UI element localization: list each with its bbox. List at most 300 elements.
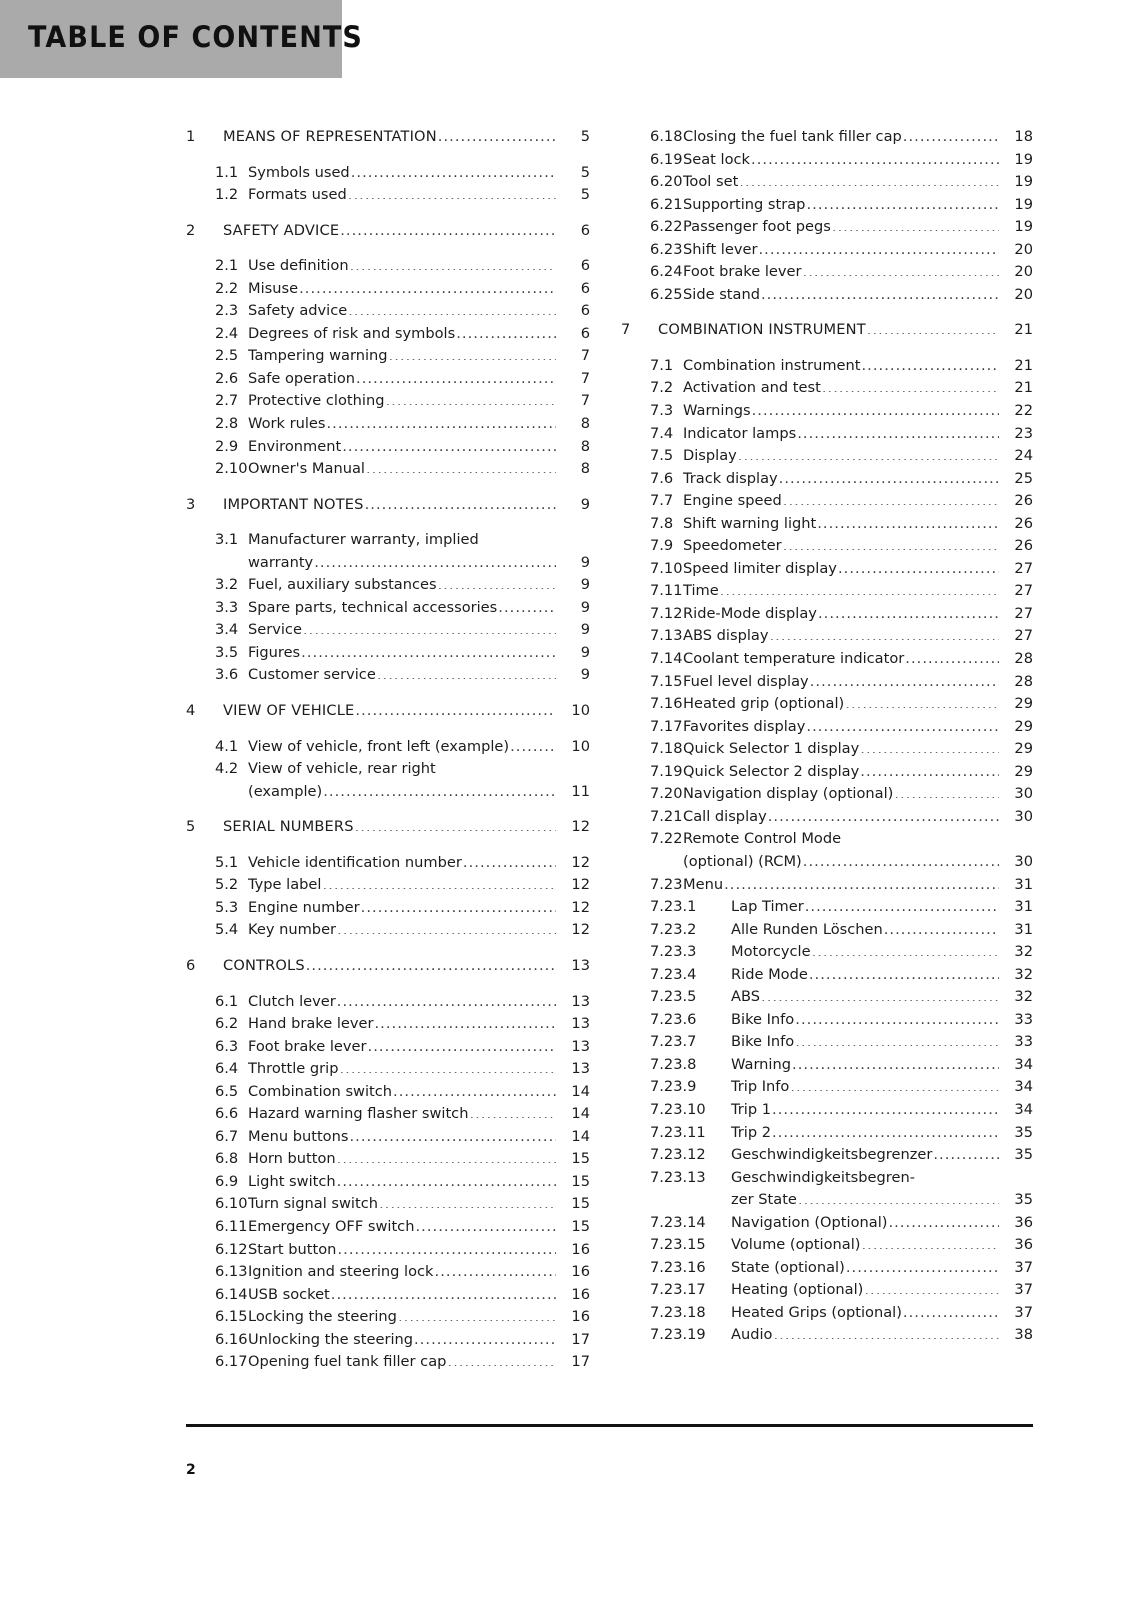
toc-entry[interactable] (186, 255, 590, 278)
toc-leader-dots (415, 1216, 556, 1231)
toc-entry[interactable] (186, 1148, 590, 1171)
toc-entry-title: Foot brake lever (683, 263, 802, 281)
toc-leader-dots (810, 671, 999, 686)
toc-entry[interactable] (186, 919, 590, 942)
toc-leader-dots (393, 1081, 556, 1096)
toc-title-wrap (683, 126, 999, 149)
toc-entry-title: Hazard warning flasher switch (248, 1105, 469, 1123)
toc-title-wrap (709, 941, 999, 964)
toc-entry[interactable] (621, 761, 1033, 784)
toc-entry[interactable] (621, 171, 1033, 194)
toc-title-wrap (683, 261, 999, 284)
toc-entry[interactable] (186, 1103, 590, 1126)
toc-entry[interactable] (621, 1031, 1033, 1054)
toc-entry-number: 2 (186, 221, 196, 239)
toc-entry-line (621, 1167, 1033, 1190)
toc-entry-number: 1.2 (215, 186, 239, 204)
toc-entry-number: 2.1 (215, 257, 239, 275)
toc-entry-number: 6 (186, 956, 196, 974)
toc-leader-dots (301, 642, 556, 657)
toc-page-number: 10 (571, 702, 590, 720)
toc-entry[interactable] (186, 897, 590, 920)
toc-entry-title: ABS (731, 988, 761, 1006)
toc-entry[interactable] (186, 436, 590, 459)
toc-entry[interactable] (186, 955, 590, 978)
toc-entry-number: 7.23.17 (650, 1281, 706, 1299)
toc-entry-title: Ride Mode (731, 965, 808, 983)
toc-entry[interactable] (186, 1171, 590, 1194)
toc-leader-dots (884, 919, 999, 934)
toc-entry[interactable] (621, 1144, 1033, 1167)
toc-entry-number: 7.23.13 (650, 1168, 706, 1186)
toc-title-wrap (658, 319, 999, 342)
toc-page-number: 37 (1014, 1303, 1033, 1321)
toc-entry-title: View of vehicle, front left (example) (248, 737, 510, 755)
toc-page-number: 14 (571, 1082, 590, 1100)
toc-title-wrap (248, 1103, 556, 1126)
toc-leader-dots (805, 896, 999, 911)
toc-leader-dots (806, 716, 999, 731)
toc-leader-dots (739, 172, 999, 187)
toc-entry[interactable] (621, 580, 1033, 603)
toc-leader-dots (348, 185, 556, 200)
toc-entry-title: USB socket (248, 1285, 330, 1303)
toc-entry-title: Warnings (683, 402, 751, 420)
toc-title-wrap (683, 693, 999, 716)
toc-page-number: 9 (580, 598, 590, 616)
toc-page-number: 34 (1014, 1078, 1033, 1096)
toc-title-wrap (248, 300, 556, 323)
toc-entry[interactable] (621, 261, 1033, 284)
toc-entry[interactable] (621, 964, 1033, 987)
toc-leader-dots (348, 301, 556, 316)
toc-entry[interactable] (186, 1239, 590, 1262)
toc-title-wrap (248, 1171, 556, 1194)
toc-entry-number: 7.23.19 (650, 1326, 706, 1344)
toc-entry[interactable] (186, 1013, 590, 1036)
toc-entry[interactable] (621, 625, 1033, 648)
toc-leader-dots (894, 784, 999, 799)
toc-entry-title: Work rules (248, 415, 326, 433)
toc-page-number: 6 (580, 279, 590, 297)
toc-page-number: 13 (571, 956, 590, 974)
toc-entry-title: Misuse (248, 279, 299, 297)
toc-entry[interactable] (621, 216, 1033, 239)
toc-entry[interactable] (186, 642, 590, 665)
toc-entry-number: 6.13 (215, 1263, 248, 1281)
toc-entry[interactable] (621, 941, 1033, 964)
toc-entry-number: 3.2 (215, 576, 239, 594)
toc-entry-title: Menu buttons (248, 1127, 349, 1145)
toc-entry-title: CONTROLS (223, 956, 305, 974)
toc-entry[interactable] (186, 574, 590, 597)
toc-entry[interactable] (186, 1261, 590, 1284)
toc-page-number: 7 (580, 369, 590, 387)
toc-entry[interactable] (621, 1167, 1033, 1212)
toc-leader-dots (724, 874, 999, 889)
toc-title-wrap (248, 1036, 556, 1059)
toc-entry-number: 2.6 (215, 369, 239, 387)
toc-entry-title: Time (683, 582, 719, 600)
toc-entry[interactable] (621, 603, 1033, 626)
toc-entry[interactable] (621, 1279, 1033, 1302)
toc-page-number: 25 (1014, 469, 1033, 487)
toc-entry-title: Tampering warning (248, 347, 388, 365)
toc-page-number: 15 (571, 1195, 590, 1213)
toc-entry[interactable] (621, 1324, 1033, 1347)
toc-entry[interactable] (186, 323, 590, 346)
toc-entry-number: 7.23.18 (650, 1303, 706, 1321)
toc-leader-dots (379, 1194, 556, 1209)
toc-entry[interactable] (186, 1126, 590, 1149)
toc-entry[interactable] (186, 1036, 590, 1059)
toc-title-wrap (248, 1239, 556, 1262)
toc-page-number: 11 (571, 782, 590, 800)
toc-entry-number: 7.23.1 (650, 898, 697, 916)
toc-entry-title: Bike Info (731, 1010, 795, 1028)
toc-leader-dots (374, 1013, 556, 1028)
toc-entry[interactable] (621, 1302, 1033, 1325)
toc-entry-number: 4.1 (215, 737, 239, 755)
toc-leader-dots (303, 620, 556, 635)
toc-entry[interactable] (621, 558, 1033, 581)
toc-title-wrap (683, 377, 999, 400)
toc-leader-dots (861, 1235, 999, 1250)
toc-entry[interactable] (186, 494, 590, 517)
toc-entry[interactable] (621, 1257, 1033, 1280)
toc-entry[interactable] (186, 1216, 590, 1239)
toc-entry[interactable] (186, 300, 590, 323)
toc-entry-number: 6.20 (650, 173, 683, 191)
toc-leader-dots (838, 558, 999, 573)
toc-entry[interactable] (621, 239, 1033, 262)
toc-entry[interactable] (186, 278, 590, 301)
toc-entry[interactable] (621, 194, 1033, 217)
toc-page-number: 24 (1014, 447, 1033, 465)
toc-entry-line (621, 828, 1033, 851)
toc-entry[interactable] (621, 490, 1033, 513)
toc-title-wrap (248, 597, 556, 620)
toc-entry-title: Key number (248, 921, 337, 939)
toc-page-number: 6 (580, 221, 590, 239)
toc-entry[interactable] (621, 828, 1033, 873)
toc-entry-line (621, 851, 1033, 874)
toc-entry[interactable] (186, 458, 590, 481)
toc-page-number: 36 (1014, 1236, 1033, 1254)
toc-page-number: 6 (580, 302, 590, 320)
toc-entry[interactable] (621, 1009, 1033, 1032)
toc-leader-dots (463, 852, 556, 867)
toc-entry[interactable] (186, 1351, 590, 1374)
toc-entry-title: Turn signal switch (248, 1195, 378, 1213)
toc-page-number: 28 (1014, 650, 1033, 668)
toc-entry-title: Owner's Manual (248, 460, 365, 478)
toc-entry[interactable] (186, 529, 590, 574)
toc-page-number: 5 (580, 186, 590, 204)
toc-entry[interactable] (621, 149, 1033, 172)
toc-entry-title: Geschwindigkeitsbegren- (731, 1168, 915, 1186)
toc-leader-dots (326, 413, 556, 428)
toc-entry[interactable] (186, 758, 590, 803)
toc-title-wrap (248, 368, 556, 391)
toc-entry-number: 7.12 (650, 604, 683, 622)
toc-entry[interactable] (186, 345, 590, 368)
toc-entry-number: 7.22 (650, 830, 683, 848)
toc-entry-line (621, 1189, 1033, 1212)
toc-title-wrap (248, 574, 556, 597)
toc-entry-number: 6.4 (215, 1060, 239, 1078)
toc-entry[interactable] (186, 1193, 590, 1216)
toc-entry[interactable] (621, 535, 1033, 558)
toc-leader-dots (772, 1099, 999, 1114)
toc-title-wrap (683, 149, 999, 172)
toc-entry[interactable] (186, 597, 590, 620)
toc-entry-title: Side stand (683, 285, 760, 303)
toc-leader-dots (356, 368, 556, 383)
toc-title-wrap (683, 851, 999, 874)
toc-entry-number: 6.7 (215, 1127, 239, 1145)
toc-entry[interactable] (621, 919, 1033, 942)
toc-entry-title: Passenger foot pegs (683, 218, 831, 236)
toc-entry-number: 7.7 (650, 492, 674, 510)
toc-entry-number: 7.23.14 (650, 1213, 706, 1231)
toc-entry-number: 6.5 (215, 1082, 239, 1100)
toc-leader-dots (350, 256, 556, 271)
toc-entry[interactable] (621, 1099, 1033, 1122)
toc-title-wrap (709, 1122, 999, 1145)
toc-entry[interactable] (186, 852, 590, 875)
toc-entry[interactable] (621, 423, 1033, 446)
toc-entry[interactable] (186, 1284, 590, 1307)
toc-entry[interactable] (186, 700, 590, 723)
toc-page-number: 34 (1014, 1100, 1033, 1118)
toc-entry[interactable] (621, 468, 1033, 491)
toc-entry[interactable] (186, 816, 590, 839)
toc-title-wrap (683, 783, 999, 806)
toc-entry[interactable] (621, 445, 1033, 468)
toc-page-number: 15 (571, 1172, 590, 1190)
toc-entry[interactable] (186, 1058, 590, 1081)
toc-entry[interactable] (621, 806, 1033, 829)
toc-leader-dots (398, 1307, 556, 1322)
toc-entry[interactable] (621, 1122, 1033, 1145)
toc-entry[interactable] (621, 284, 1033, 307)
toc-entry[interactable] (621, 671, 1033, 694)
toc-page-number: 19 (1014, 218, 1033, 236)
toc-entry[interactable] (186, 991, 590, 1014)
toc-entry-title: Navigation display (optional) (683, 785, 894, 803)
toc-entry-title: Formats used (248, 186, 347, 204)
toc-entry-title: Ride-Mode display (683, 604, 817, 622)
toc-entry-number: 7.14 (650, 650, 683, 668)
toc-entry[interactable] (186, 874, 590, 897)
toc-page-number: 26 (1014, 514, 1033, 532)
toc-entry-title: Customer service (248, 666, 376, 684)
toc-title-wrap (223, 700, 556, 723)
toc-leader-dots (768, 806, 999, 821)
toc-entry-title: warranty (248, 553, 314, 571)
toc-title-wrap (248, 664, 556, 687)
toc-entry-number: 6.3 (215, 1037, 239, 1055)
toc-entry-title: Fuel level display (683, 672, 809, 690)
toc-leader-dots (761, 284, 999, 299)
toc-page-number: 8 (580, 437, 590, 455)
toc-entry-title: Bike Info (731, 1033, 795, 1051)
toc-leader-dots (758, 239, 999, 254)
footer-divider (186, 1424, 1033, 1427)
toc-leader-dots (803, 851, 999, 866)
toc-entry-title: Remote Control Mode (683, 830, 842, 848)
toc-entry[interactable] (621, 874, 1033, 897)
toc-title-wrap (709, 986, 999, 1009)
toc-entry[interactable] (186, 664, 590, 687)
toc-leader-dots (438, 575, 556, 590)
toc-entry-title: zer State (731, 1191, 797, 1209)
toc-entry[interactable] (186, 184, 590, 207)
toc-title-wrap (683, 194, 999, 217)
toc-leader-dots (361, 897, 556, 912)
toc-entry-number: 7.11 (650, 582, 683, 600)
toc-entry[interactable] (621, 783, 1033, 806)
toc-title-wrap (223, 955, 556, 978)
toc-title-wrap (248, 390, 556, 413)
toc-leader-dots (438, 126, 556, 141)
toc-entry[interactable] (621, 355, 1033, 378)
toc-entry[interactable] (186, 162, 590, 185)
toc-entry[interactable] (621, 648, 1033, 671)
toc-entry-number: 2.2 (215, 279, 239, 297)
toc-entry[interactable] (621, 986, 1033, 1009)
toc-page-number: 5 (580, 163, 590, 181)
toc-entry-title: Quick Selector 1 display (683, 740, 860, 758)
toc-title-wrap (683, 828, 1033, 851)
toc-entry[interactable] (621, 400, 1033, 423)
toc-page-number: 19 (1014, 150, 1033, 168)
toc-entry[interactable] (186, 220, 590, 243)
toc-leader-dots (933, 1144, 999, 1159)
toc-entry[interactable] (621, 693, 1033, 716)
toc-entry[interactable] (186, 413, 590, 436)
toc-page-number: 29 (1014, 762, 1033, 780)
toc-entry[interactable] (621, 377, 1033, 400)
toc-page-number: 13 (571, 1037, 590, 1055)
toc-entry-number: 2.3 (215, 302, 239, 320)
toc-entry[interactable] (621, 126, 1033, 149)
toc-entry-title: Vehicle identification number (248, 853, 462, 871)
toc-page-number: 30 (1014, 785, 1033, 803)
toc-entry-number: 2.10 (215, 460, 248, 478)
toc-page-number: 27 (1014, 627, 1033, 645)
toc-title-wrap (709, 1167, 1033, 1190)
toc-entry-title: View of vehicle, rear right (248, 760, 436, 778)
toc-entry[interactable] (186, 390, 590, 413)
toc-entry[interactable] (186, 368, 590, 391)
toc-entry-line (186, 781, 590, 804)
toc-entry-title: Use definition (248, 257, 349, 275)
toc-entry[interactable] (621, 1076, 1033, 1099)
toc-entry-title: Unlocking the steering (248, 1330, 414, 1348)
toc-entry[interactable] (186, 736, 590, 759)
toc-entry-number: 7.17 (650, 717, 683, 735)
toc-leader-dots (797, 423, 999, 438)
toc-title-wrap (248, 1126, 556, 1149)
toc-leader-dots (903, 126, 999, 141)
toc-title-wrap (709, 1144, 999, 1167)
toc-entry-title: Engine number (248, 898, 360, 916)
toc-leader-dots (385, 391, 556, 406)
toc-entry-number: 7.2 (650, 379, 674, 397)
toc-leader-dots (339, 1059, 556, 1074)
toc-entry[interactable] (621, 738, 1033, 761)
toc-title-wrap (223, 494, 556, 517)
toc-entry-title: Combination switch (248, 1082, 393, 1100)
toc-entry[interactable] (186, 1081, 590, 1104)
toc-entry[interactable] (621, 513, 1033, 536)
toc-title-wrap (683, 806, 999, 829)
toc-title-wrap (709, 1302, 999, 1325)
toc-leader-dots (809, 964, 999, 979)
toc-title-wrap (248, 619, 556, 642)
toc-entry-number: 1.1 (215, 163, 239, 181)
toc-leader-dots (323, 781, 556, 796)
toc-entry[interactable] (621, 1054, 1033, 1077)
toc-page-number: 32 (1014, 943, 1033, 961)
toc-leader-dots (366, 459, 556, 474)
footer-page-number: 2 (186, 1462, 196, 1478)
toc-entry[interactable] (621, 1212, 1033, 1235)
toc-leader-dots (389, 346, 556, 361)
toc-entry-title: Emergency OFF switch (248, 1217, 415, 1235)
toc-entry-number: 6.6 (215, 1105, 239, 1123)
toc-title-wrap (223, 220, 556, 243)
toc-title-wrap (248, 278, 556, 301)
toc-entry[interactable] (186, 1329, 590, 1352)
toc-leader-dots (322, 875, 556, 890)
toc-leader-dots (888, 1212, 999, 1227)
toc-entry-title: Throttle grip (248, 1060, 339, 1078)
toc-entry[interactable] (186, 1306, 590, 1329)
toc-entry-title: Call display (683, 807, 767, 825)
toc-entry-number: 7.3 (650, 402, 674, 420)
toc-entry[interactable] (621, 716, 1033, 739)
toc-entry[interactable] (186, 126, 590, 149)
toc-entry-number: 7.23.15 (650, 1236, 706, 1254)
toc-entry[interactable] (186, 619, 590, 642)
toc-entry[interactable] (621, 319, 1033, 342)
toc-title-wrap (248, 1013, 556, 1036)
toc-title-wrap (248, 255, 556, 278)
toc-leader-dots (822, 378, 999, 393)
toc-title-wrap (709, 1279, 999, 1302)
toc-leader-dots (368, 1036, 557, 1051)
toc-page-number: 18 (1014, 128, 1033, 145)
toc-entry[interactable] (621, 896, 1033, 919)
toc-leader-dots (738, 446, 999, 461)
toc-leader-dots (414, 1329, 556, 1344)
toc-entry-title: SAFETY ADVICE (223, 221, 340, 239)
toc-entry[interactable] (621, 1234, 1033, 1257)
toc-page-number: 30 (1014, 807, 1033, 825)
toc-entry-title: Engine speed (683, 492, 782, 510)
toc-leader-dots (795, 1009, 999, 1024)
toc-entry-number: 6.23 (650, 240, 683, 258)
toc-title-wrap (683, 580, 999, 603)
toc-column-right (621, 126, 1033, 1347)
toc-leader-dots (860, 739, 999, 754)
toc-leader-dots (795, 1032, 999, 1047)
toc-page-number: 9 (580, 666, 590, 684)
toc-page-number: 21 (1014, 321, 1033, 339)
